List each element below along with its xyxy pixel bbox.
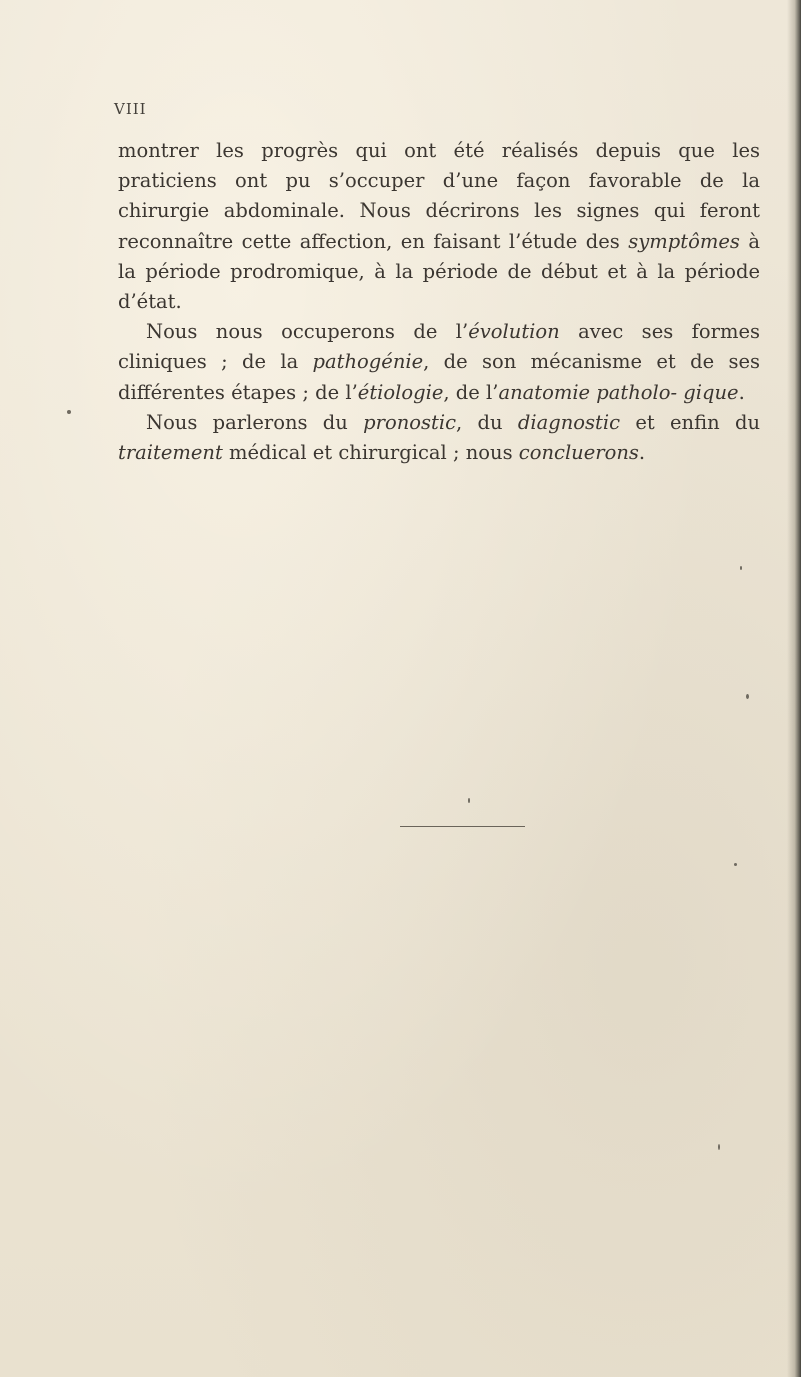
italic-term-pronostic: pronostic bbox=[363, 410, 457, 434]
italic-term-anatomie-pathologique: anatomie patholo- gique bbox=[498, 380, 739, 404]
text-span: Nous nous occuperons de l’ bbox=[146, 320, 469, 344]
italic-term-traitement: traitement bbox=[118, 441, 223, 465]
text-span: , de son mécanisme et de ses différentes étapes ; de l’ bbox=[118, 350, 760, 404]
page-edge-shadow bbox=[787, 0, 801, 1377]
section-divider bbox=[400, 826, 525, 827]
paper-speck bbox=[746, 694, 749, 699]
paper-speck bbox=[468, 798, 470, 803]
italic-term-concluerons: concluerons bbox=[518, 441, 639, 465]
paper-speck bbox=[740, 566, 742, 570]
paragraph-1 bbox=[118, 136, 760, 317]
text-span: Nous parlerons du bbox=[146, 410, 364, 434]
text-span: , de l’ bbox=[443, 380, 499, 404]
text-span: . bbox=[738, 380, 745, 404]
paper-speck bbox=[718, 1144, 720, 1150]
body-text bbox=[118, 136, 760, 468]
text-span: , du bbox=[456, 410, 518, 434]
text-span: et enfin du bbox=[620, 410, 761, 434]
paragraph-2 bbox=[118, 317, 760, 408]
text-span: avec ses formes cliniques ; de la bbox=[118, 320, 760, 374]
text-span: . bbox=[638, 441, 646, 465]
text-span: montrer les progrès qui ont été réalisés depuis que les praticiens ont pu s’occuper d’une façon favorable de la chirurgie abdominale. Nous décrirons les signes qui feront reconnaître cette affection, en faisant l’étude des bbox=[118, 139, 760, 253]
text-span: médical et chirurgical ; nous bbox=[222, 441, 519, 465]
paper-speck bbox=[67, 410, 71, 414]
paragraph-3 bbox=[118, 408, 760, 468]
page-number: VIII bbox=[114, 100, 147, 118]
italic-term-etiologie: étiologie bbox=[357, 380, 444, 404]
italic-term-diagnostic: diagnostic bbox=[517, 410, 621, 434]
italic-term-evolution: évolution bbox=[468, 320, 560, 344]
paper-speck bbox=[734, 863, 737, 866]
italic-term-pathogenie: pathogénie bbox=[312, 350, 424, 374]
text-span: à la période prodromique, à la période de début et à la période d’état. bbox=[118, 229, 760, 314]
italic-term-symptomes: symptômes bbox=[628, 229, 740, 253]
